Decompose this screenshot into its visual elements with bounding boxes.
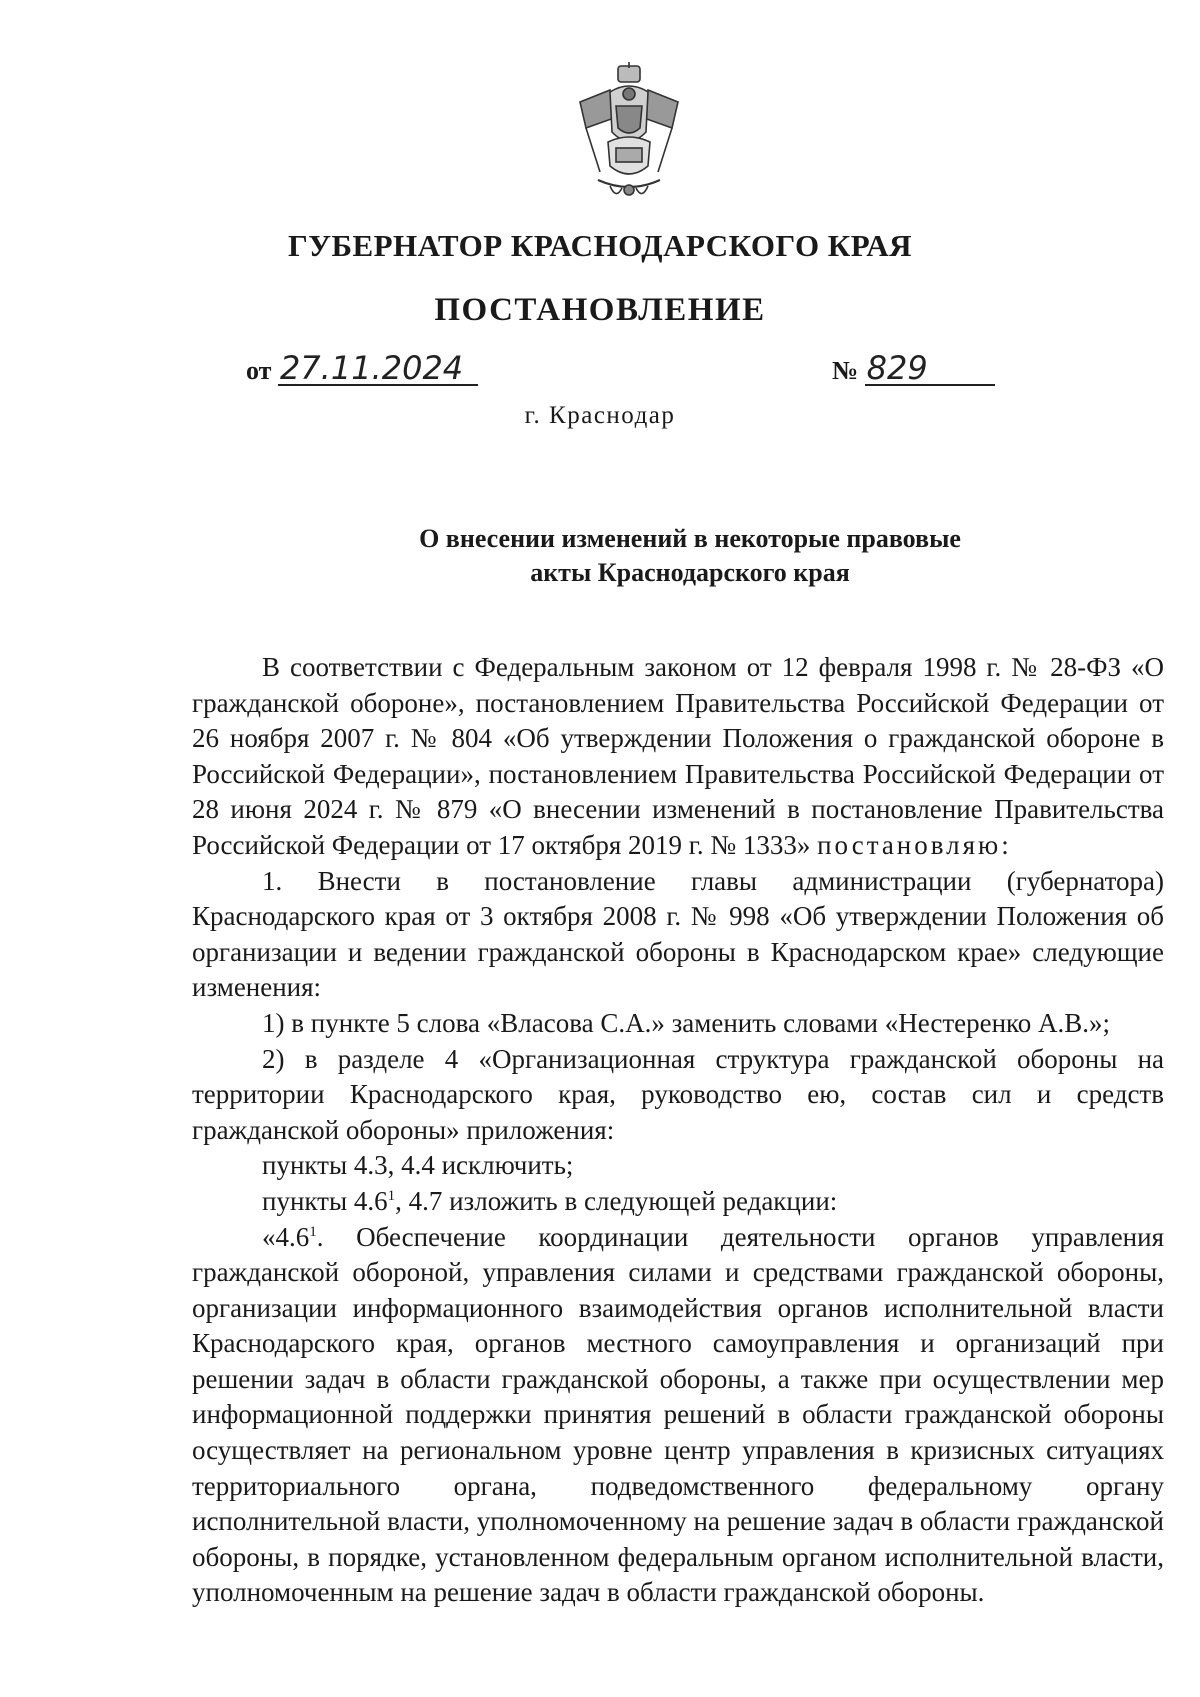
subclause-2-paragraph: 2) в разделе 4 «Организационная структура гражданской обороны на территории Краснодарского края, руководство ею, состав сил и средств гражданской обороны» приложения:: [192, 1043, 1164, 1145]
document-body: [192, 650, 1164, 1611]
number-prefix: №: [832, 356, 859, 385]
redaction-text-b: , 4.7 изложить в следующей редакции:: [395, 1185, 838, 1216]
new-clause-4-6-1-paragraph: [192, 1220, 1164, 1612]
handwritten-date: 27.11.2024: [278, 352, 478, 386]
resolution-word: постановляю:: [817, 829, 1012, 860]
document-subject: [390, 522, 990, 590]
city-line: г. Краснодар: [524, 402, 676, 429]
subject-line-2: акты Краснодарского края: [530, 558, 850, 587]
clause-number-text: «4.6: [262, 1221, 310, 1252]
krasnodar-coat-of-arms-emblem: [570, 62, 688, 202]
subject-line-1: О внесении изменений в некоторые правовые: [419, 524, 961, 553]
document-number: [832, 349, 995, 387]
clause-superscript: 1: [309, 1223, 317, 1240]
coat-of-arms-icon: [570, 62, 688, 202]
exclusion-paragraph: пункты 4.3, 4.4 исключить;: [262, 1150, 574, 1181]
issuing-authority-heading: ГУБЕРНАТОР КРАСНОДАРСКОГО КРАЯ: [287, 228, 913, 263]
date-prefix: от: [246, 356, 272, 385]
redaction-paragraph: [192, 1184, 1164, 1220]
document-type-heading: ПОСТАНОВЛЕНИЕ: [434, 292, 766, 328]
redaction-text-a: пункты 4.6: [262, 1185, 388, 1216]
preamble-paragraph: [192, 650, 1164, 864]
handwritten-number: 829: [865, 352, 995, 386]
subclause-1-paragraph: 1) в пункте 5 слова «Власова С.А.» заменить словами «Нестеренко А.В.»;: [262, 1007, 1111, 1038]
clause-body-text: . Обеспечение координации деятельности органов управления гражданской обороной, управления силами и средствами гражданской обороны, организации информационного взаимодействия органов исполнительной власти Краснодарского края, органов местного самоуправления и организаций при решении задач в области гражданской обороны, а также при осуществлении мер информационной поддержки принятия решений в области гражданской обороны осуществляет на региональном уровне центр управления в кризисных ситуациях территориального органа, подведомственного федеральному органу исполнительной власти, уполномоченному на решение задач в области гражданской обороны, в порядке, установленном федеральным органом исполнительной власти, уполномоченным на решение задач в области гражданской обороны.: [192, 1221, 1164, 1608]
clause-1-paragraph: 1. Внести в постановление главы администрации (губернатора) Краснодарского края от 3 октября 2008 г. № 998 «Об утверждении Положения об организации и ведении гражданской обороны в Краснодарском крае» следующие изменения:: [192, 865, 1164, 1003]
document-date: [246, 349, 478, 387]
preamble-text: В соответствии с Федеральным законом от 12 февраля 1998 г. № 28-ФЗ «О гражданской обороне», постановлением Правительства Российской Федерации от 26 ноября 2007 г. № 804 «Об утверждении Положения о гражданской обороне в Российской Федерации», постановлением Правительства Российской Федерации от 28 июня 2024 г. № 879 «О внесении изменений в постановление Правительства Российской Федерации от 17 октября 2019 г. № 1333»: [192, 652, 1164, 860]
redaction-superscript: 1: [387, 1187, 396, 1204]
